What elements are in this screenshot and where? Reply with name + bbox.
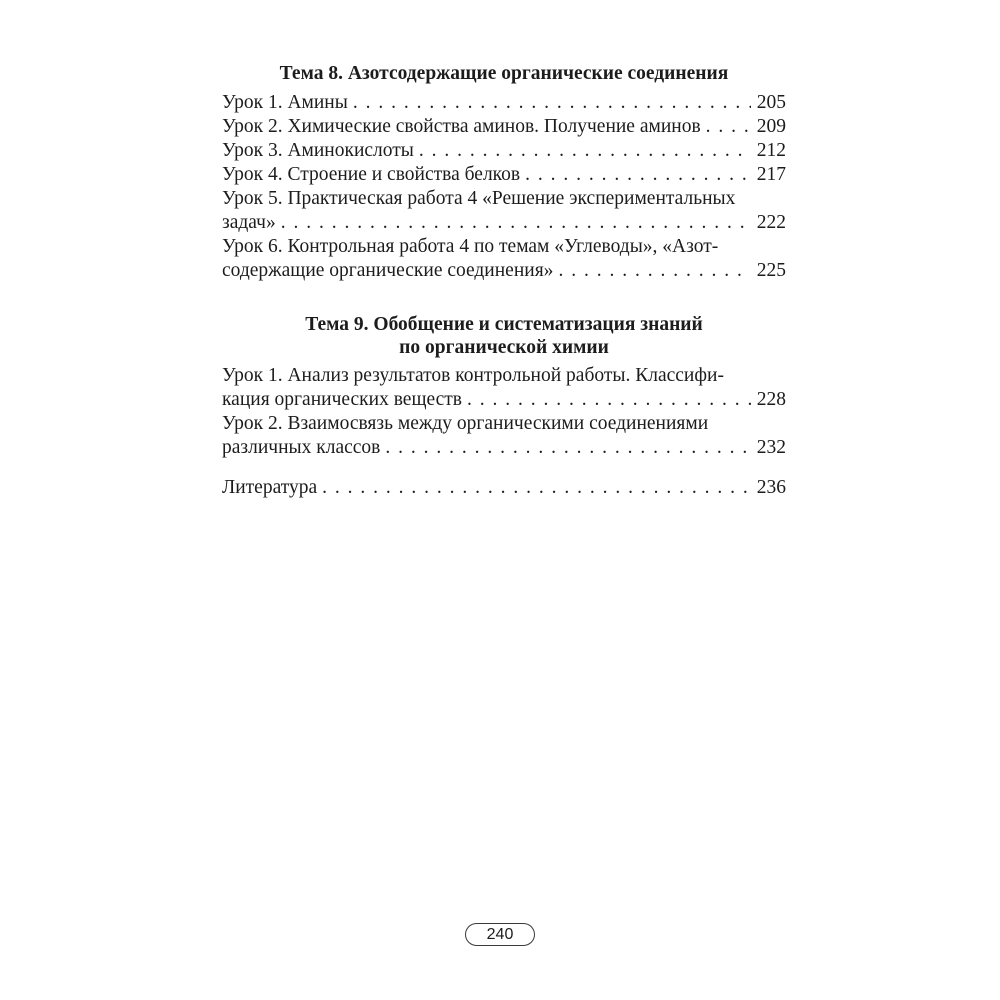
section-heading-line-1: Тема 9. Обобщение и систематизация знаний	[305, 314, 703, 335]
toc-entry-title: Урок 2. Химические свойства аминов. Получение аминов	[222, 116, 701, 137]
dot-leader	[281, 211, 751, 235]
toc-entry-title: Урок 3. Аминокислоты	[222, 140, 414, 161]
dot-leader	[385, 436, 750, 460]
toc-entry-literature	[222, 476, 786, 500]
toc-entry	[222, 235, 786, 283]
toc-entry	[222, 187, 786, 235]
section-heading-line-2: по органической химии	[399, 337, 609, 358]
toc-entry-title: Литература	[222, 477, 318, 498]
toc-entry	[222, 364, 786, 412]
toc-page-number: 228	[756, 389, 786, 410]
toc-section-tema-8	[222, 62, 786, 283]
dot-leader	[525, 163, 751, 187]
toc-entry-title-continued: содержащие органические соединения»	[222, 260, 554, 281]
toc-page-number: 232	[756, 437, 786, 458]
table-of-contents	[222, 62, 786, 500]
toc-entry-title-continued: задач»	[222, 212, 276, 233]
footer-page-number: 240	[486, 925, 514, 943]
dot-leader	[322, 476, 751, 500]
toc-entry	[222, 91, 786, 115]
dot-leader	[558, 259, 750, 283]
footer-page-number-badge	[465, 923, 535, 946]
toc-entry-title: Урок 1. Анализ результатов контрольной работы. Классифи-	[222, 365, 724, 386]
toc-entry	[222, 115, 786, 139]
toc-entry-title: Урок 2. Взаимосвязь между органическими соединениями	[222, 413, 709, 434]
toc-entry-title: Урок 1. Амины	[222, 92, 348, 113]
toc-page-number: 225	[756, 260, 786, 281]
toc-entry	[222, 163, 786, 187]
toc-entry-title: Урок 4. Строение и свойства белков	[222, 164, 521, 185]
toc-page-number: 205	[756, 92, 786, 113]
dot-leader	[467, 388, 751, 412]
toc-section-tema-9	[222, 313, 786, 460]
section-heading: Тема 8. Азотсодержащие органические соединения	[279, 63, 729, 84]
toc-entry-title-continued: различных классов	[222, 437, 381, 458]
toc-page-number: 217	[756, 164, 786, 185]
toc-entry	[222, 139, 786, 163]
toc-page-number: 212	[756, 140, 786, 161]
toc-entry	[222, 412, 786, 460]
toc-page-number: 209	[756, 116, 786, 137]
toc-entry-title: Урок 5. Практическая работа 4 «Решение экспериментальных	[222, 188, 736, 209]
section-heading	[222, 313, 786, 359]
toc-page-number: 236	[756, 477, 786, 498]
dot-leader	[706, 115, 751, 139]
dot-leader	[353, 91, 751, 115]
toc-entry-title-continued: кация органических веществ	[222, 389, 462, 410]
dot-leader	[419, 139, 751, 163]
toc-entry-title: Урок 6. Контрольная работа 4 по темам «Углеводы», «Азот-	[222, 236, 719, 257]
toc-page-number: 222	[756, 212, 786, 233]
